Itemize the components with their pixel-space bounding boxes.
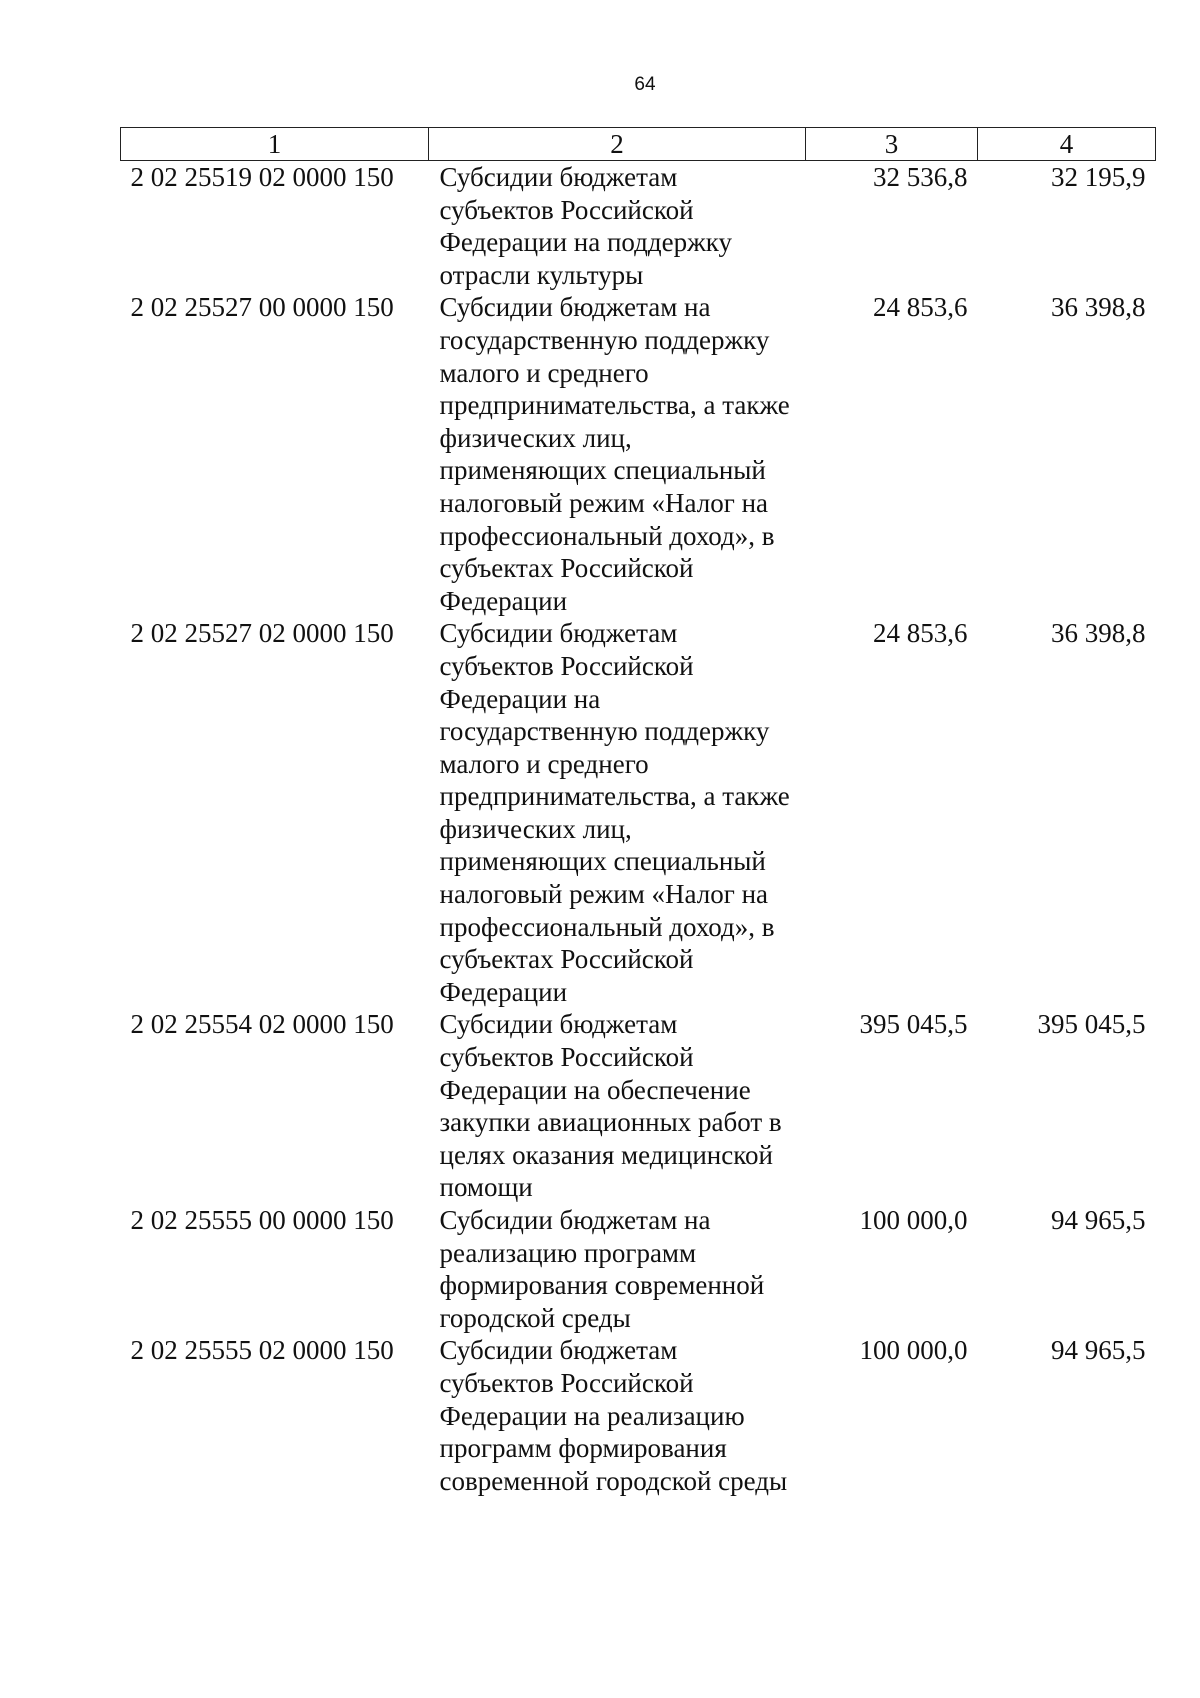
table-header	[121, 128, 1156, 161]
table-row	[121, 1204, 1156, 1334]
row-col3-value: 395 045,5	[859, 1009, 968, 1040]
row-code: 2 02 25527 02 0000 150	[130, 618, 394, 649]
budget-table	[120, 127, 1156, 1497]
row-col3-value: 32 536,8	[873, 162, 968, 192]
table-row	[121, 161, 1156, 292]
row-description: Субсидии бюджетам субъектов Российской Федерации на поддержку отрасли культуры	[439, 162, 732, 290]
row-code: 2 02 25554 02 0000 150	[130, 1009, 394, 1040]
row-col3-value: 24 853,6	[873, 618, 968, 649]
row-col4-value: 94 965,5	[1051, 1335, 1146, 1366]
row-col3-value: 100 000,0	[859, 1335, 968, 1366]
header-col-1: 1	[121, 128, 429, 161]
table-row	[121, 1008, 1156, 1204]
row-code: 2 02 25555 00 0000 150	[130, 1205, 394, 1235]
row-col4-value: 395 045,5	[1037, 1009, 1146, 1040]
row-description: Субсидии бюджетам на реализацию программ формирования современной городской среды	[439, 1205, 765, 1333]
header-col-3: 3	[806, 128, 978, 161]
row-col4-value: 36 398,8	[1051, 618, 1146, 649]
row-description: Субсидии бюджетам субъектов Российской Федерации на государственную поддержку малого и среднего предпринимательства, а также физических лиц, применяющих специальный налоговый режим «Налог на профессиональный доход», в субъектах Российской Федерации	[439, 618, 790, 1007]
row-col4-value: 36 398,8	[1051, 292, 1146, 323]
row-code: 2 02 25555 02 0000 150	[130, 1335, 394, 1366]
header-col-2: 2	[429, 128, 806, 161]
row-col3-value: 24 853,6	[873, 292, 968, 323]
page-number: 64	[634, 74, 656, 95]
row-col4-value: 32 195,9	[1051, 162, 1146, 192]
row-description: Субсидии бюджетам на государственную поддержку малого и среднего предпринимательства, а также физических лиц, применяющих специальный налоговый режим «Налог на профессиональный доход», в субъектах Российской Федерации	[439, 292, 790, 616]
table-row	[121, 1334, 1156, 1497]
row-code: 2 02 25519 02 0000 150	[130, 162, 394, 192]
row-col4-value: 94 965,5	[1051, 1205, 1146, 1235]
table-row	[121, 617, 1156, 1008]
header-col-4: 4	[978, 128, 1156, 161]
row-code: 2 02 25527 00 0000 150	[130, 292, 394, 323]
row-description: Субсидии бюджетам субъектов Российской Федерации на обеспечение закупки авиационных работ в целях оказания медицинской помощи	[439, 1009, 782, 1203]
row-description: Субсидии бюджетам субъектов Российской Федерации на реализацию программ формирования современной городской среды	[439, 1335, 788, 1496]
table-row	[121, 291, 1156, 617]
table-body	[121, 161, 1156, 1498]
header-row	[121, 128, 1156, 161]
row-col3-value: 100 000,0	[859, 1205, 968, 1235]
